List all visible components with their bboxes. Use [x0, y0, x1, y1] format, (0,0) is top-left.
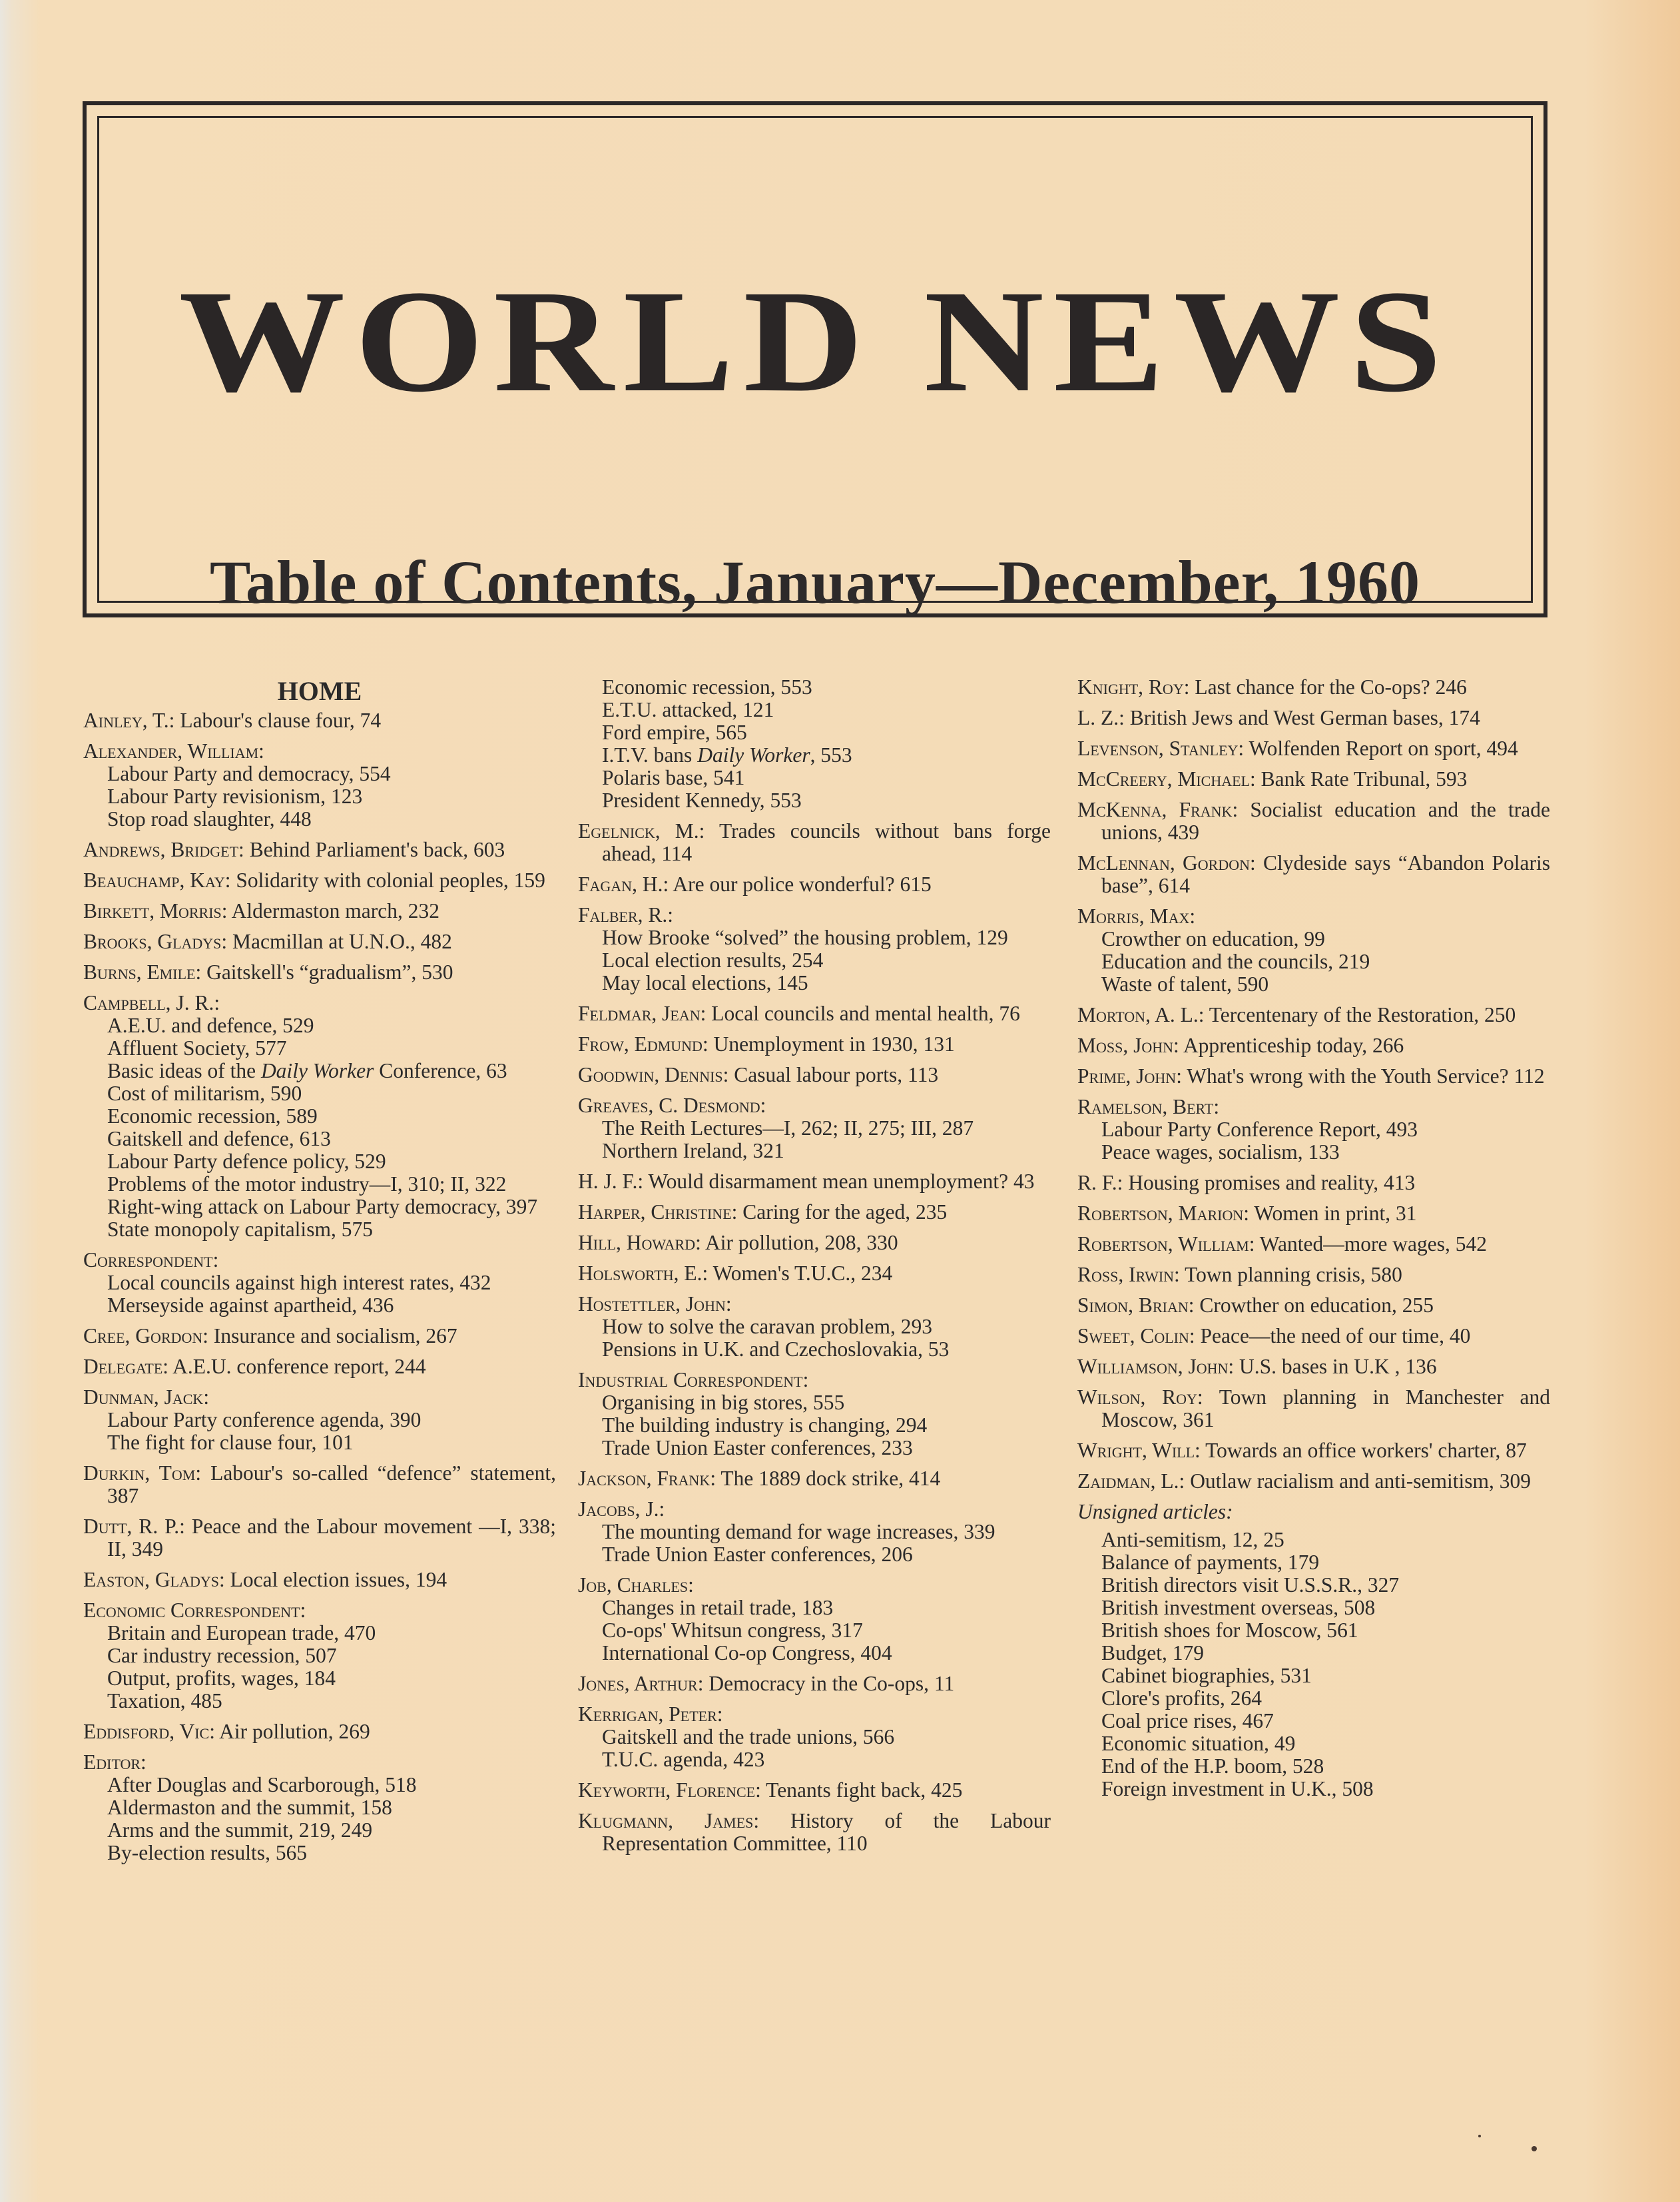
entry-author: Morris, Max: [1077, 905, 1196, 928]
publication-title: WORLD NEWS [178, 260, 1452, 423]
entry-author: Moss, John: [1077, 1034, 1179, 1057]
index-entry [1077, 737, 1550, 760]
index-entry [578, 1170, 1051, 1193]
index-column-2 [578, 676, 1051, 1863]
entry-author: Jones, Arthur: [578, 1672, 704, 1695]
entry-author: Durkin, Tom: [83, 1461, 202, 1485]
entry-subitem: Taxation, 485 [107, 1689, 222, 1712]
entry-author: Fagan, H.: [578, 873, 669, 896]
entry-author: Morton, A. L.: [1077, 1003, 1205, 1026]
entry-author: Economic Correspondent: [83, 1599, 306, 1622]
entry-title: Housing promises and reality, 413 [1128, 1171, 1416, 1194]
entry-subitem: Right-wing attack on Labour Party democracy, 397 [107, 1195, 538, 1218]
index-entry [83, 1515, 556, 1561]
entry-subitem: The fight for clause four, 101 [107, 1431, 354, 1454]
entry-author: Goodwin, Dennis: [578, 1063, 729, 1086]
index-entry [83, 1720, 556, 1743]
entry-title: Macmillan at U.N.O., 482 [232, 930, 452, 953]
entry-subitem: Ford empire, 565 [602, 721, 747, 744]
entry-subitem: T.U.C. agenda, 423 [602, 1748, 765, 1771]
entry-title: Local councils and mental health, 76 [711, 1002, 1020, 1025]
entry-author: Burns, Emile: [83, 960, 202, 984]
index-entry [83, 709, 556, 732]
entry-author: Campbell, J. R.: [83, 991, 220, 1014]
entry-subitem: Cost of militarism, 590 [107, 1082, 302, 1105]
index-entry [1077, 1325, 1550, 1347]
entry-author: Greaves, C. Desmond: [578, 1094, 766, 1117]
index-entry [83, 1751, 556, 1864]
entry-title: Solidarity with colonial peoples, 159 [236, 869, 545, 892]
entry-subitem: Trade Union Easter conferences, 233 [602, 1436, 913, 1459]
entry-subitem: Economic situation, 49 [1101, 1732, 1296, 1755]
index-entry [83, 839, 556, 861]
entry-subitem: Labour Party and democracy, 554 [107, 762, 391, 785]
entry-subitem: How to solve the caravan problem, 293 [602, 1315, 932, 1338]
entry-author: Frow, Edmund: [578, 1032, 708, 1056]
index-entry [578, 1094, 1051, 1162]
entry-author: Andrews, Bridget: [83, 838, 244, 861]
index-entry [83, 961, 556, 984]
entry-title: The 1889 dock strike, 414 [720, 1467, 941, 1490]
entry-title: Casual labour ports, 113 [734, 1063, 939, 1086]
entry-title: Wanted—more wages, 542 [1259, 1232, 1488, 1256]
entry-subitem: The Reith Lectures—I, 262; II, 275; III, 287 [602, 1116, 974, 1140]
entry-subitem: The mounting demand for wage increases, 339 [602, 1520, 995, 1543]
entry-title: Towards an office workers' charter, 87 [1205, 1439, 1527, 1462]
index-entry [1077, 905, 1550, 996]
entry-title: Apprenticeship today, 266 [1183, 1034, 1404, 1057]
index-entry [83, 1249, 556, 1317]
entry-author: Sweet, Colin: [1077, 1324, 1195, 1347]
entry-subitem: Trade Union Easter conferences, 206 [602, 1543, 913, 1566]
entry-title: Wolfenden Report on sport, 494 [1249, 737, 1518, 760]
index-entry [83, 869, 556, 892]
index-entry [1077, 1065, 1550, 1088]
index-entry [83, 1386, 556, 1454]
entry-title: Labour's so-called “defence” statement, 387 [107, 1461, 556, 1507]
entry-author: Knight, Roy: [1077, 675, 1190, 699]
entry-title: Air pollution, 208, 330 [705, 1231, 898, 1254]
index-entry [1077, 1172, 1550, 1194]
entry-subitem: I.T.V. bans Daily Worker, 553 [602, 743, 852, 767]
entry-author: Delegate: [83, 1355, 169, 1378]
index-entry [578, 1232, 1051, 1254]
entry-subitem: Pensions in U.K. and Czechoslovakia, 53 [602, 1337, 950, 1361]
entry-subitem: End of the H.P. boom, 528 [1101, 1754, 1324, 1778]
entry-subitem: Labour Party conference agenda, 390 [107, 1408, 421, 1431]
entry-author: Egelnick, M.: [578, 819, 705, 843]
index-entry [578, 1810, 1051, 1855]
entry-title: Crowther on education, 255 [1199, 1293, 1434, 1317]
entry-title: Clydeside says “Abandon Polaris base”, 614 [1101, 851, 1551, 897]
entry-author: McCreery, Michael: [1077, 767, 1256, 791]
entry-author: Klugmann, James: [578, 1809, 760, 1832]
index-entry [1077, 1096, 1550, 1164]
entry-author: Industrial Correspondent: [578, 1368, 809, 1391]
entry-subitem: Waste of talent, 590 [1101, 972, 1269, 996]
entry-author: Birkett, Morris: [83, 899, 228, 922]
entry-subitem: State monopoly capitalism, 575 [107, 1218, 373, 1241]
entry-author: R. F.: [1077, 1171, 1123, 1194]
index-entry [578, 1201, 1051, 1224]
entry-subitem: British shoes for Moscow, 561 [1101, 1619, 1358, 1642]
entry-subitem: Stop road slaughter, 448 [107, 807, 312, 831]
entry-author: Falber, R.: [578, 903, 674, 926]
index-entry [578, 1262, 1051, 1285]
entry-author: Wright, Will: [1077, 1439, 1201, 1462]
contents-subtitle: Table of Contents, January—December, 1960 [210, 548, 1420, 616]
index-entry [1077, 1034, 1550, 1057]
index-entry [578, 904, 1051, 994]
paper-speck [1532, 2146, 1537, 2151]
entry-title: Aldermaston march, 232 [231, 899, 439, 922]
entry-author: Ainley, T.: [83, 709, 175, 732]
paper-speck [1478, 2135, 1481, 2137]
entry-title: Labour's clause four, 74 [180, 709, 382, 732]
entry-title: Insurance and socialism, 267 [213, 1324, 457, 1347]
entry-subitem: President Kennedy, 553 [602, 789, 802, 812]
entry-author: Editor: [83, 1750, 146, 1774]
entry-subitem: Crowther on education, 99 [1101, 927, 1325, 950]
entry-author: Kerrigan, Peter: [578, 1702, 723, 1726]
index-column-1 [83, 676, 556, 1872]
index-entry [578, 1779, 1051, 1802]
entry-subitem: By-election results, 565 [107, 1841, 308, 1864]
index-entry [1077, 1294, 1550, 1317]
entry-author: Williamson, John: [1077, 1355, 1235, 1378]
index-entry [578, 1672, 1051, 1695]
entry-author: Dutt, R. P.: [83, 1515, 185, 1538]
index-entry [1077, 852, 1550, 897]
entry-title: U.S. bases in U.K , 136 [1239, 1355, 1437, 1378]
section-heading-home: HOME [277, 676, 362, 706]
entry-title: Outlaw racialism and anti-semitism, 309 [1190, 1469, 1531, 1493]
entry-author: Jacobs, J.: [578, 1497, 665, 1521]
entry-subitem: Economic recession, 589 [107, 1104, 318, 1128]
entry-subitem: Affluent Society, 577 [107, 1036, 287, 1060]
entry-title: Peace—the need of our time, 40 [1200, 1324, 1471, 1347]
masthead-frame [83, 101, 1547, 617]
index-entry [578, 1064, 1051, 1086]
entry-author: Easton, Gladys: [83, 1568, 225, 1591]
index-entry [83, 1325, 556, 1347]
entry-title: Tercentenary of the Restoration, 250 [1209, 1003, 1516, 1026]
index-entry [1077, 1501, 1550, 1800]
entry-subitem: How Brooke “solved” the housing problem, 129 [602, 926, 1008, 949]
entry-subitem: Balance of payments, 179 [1101, 1551, 1320, 1574]
index-entry [578, 1703, 1051, 1771]
index-entry [83, 740, 556, 831]
entry-author: Robertson, Marion: [1077, 1202, 1249, 1225]
entry-author: Levenson, Stanley: [1077, 737, 1245, 760]
entry-title: Town planning crisis, 580 [1185, 1263, 1402, 1286]
entry-subitem: Gaitskell and the trade unions, 566 [602, 1725, 895, 1748]
entry-subitem: The building industry is changing, 294 [602, 1413, 928, 1437]
index-entry [1077, 1264, 1550, 1286]
entry-author: Alexander, William: [83, 739, 264, 763]
entry-title: Behind Parliament's back, 603 [249, 838, 505, 861]
entry-author: Simon, Brian: [1077, 1293, 1195, 1317]
entry-title: A.E.U. conference report, 244 [172, 1355, 426, 1378]
entry-subitem: Local election results, 254 [602, 948, 824, 972]
entry-title: Women's T.U.C., 234 [712, 1262, 893, 1285]
entry-subitem: Anti-semitism, 12, 25 [1101, 1528, 1284, 1551]
entry-title: Peace and the Labour movement —I, 338; II, 349 [107, 1515, 556, 1561]
entry-subitem: Cabinet biographies, 531 [1101, 1664, 1312, 1687]
entry-title: Town planning in Manchester and Moscow, 361 [1101, 1385, 1550, 1431]
entry-subitem: Labour Party defence policy, 529 [107, 1150, 386, 1173]
entry-subitem: Clore's profits, 264 [1101, 1686, 1262, 1710]
entry-author: Eddisford, Vic: [83, 1720, 215, 1743]
entry-subitem: A.E.U. and defence, 529 [107, 1014, 314, 1037]
entry-title: Would disarmament mean unemployment? 43 [648, 1170, 1035, 1193]
entry-title: Tenants fight back, 425 [766, 1778, 963, 1802]
entry-author: L. Z.: [1077, 706, 1125, 729]
entry-subitem: Co-ops' Whitsun congress, 317 [602, 1619, 863, 1642]
entry-subitem: Arms and the summit, 219, 249 [107, 1818, 373, 1842]
entry-author: Cree, Gordon: [83, 1324, 209, 1347]
entry-title: Local election issues, 194 [230, 1568, 447, 1591]
entry-title: Caring for the aged, 235 [742, 1200, 948, 1224]
index-entry [578, 873, 1051, 896]
index-entry [578, 676, 1051, 812]
entry-subitem: Basic ideas of the Daily Worker Conference, 63 [107, 1059, 507, 1082]
index-entry [1077, 1470, 1550, 1493]
entry-subitem: May local elections, 145 [602, 971, 808, 994]
entry-title: Are our police wonderful? 615 [673, 873, 932, 896]
entry-subitem: Education and the councils, 219 [1101, 950, 1370, 973]
entry-subitem: Labour Party Conference Report, 493 [1101, 1118, 1418, 1141]
index-entry [83, 1599, 556, 1712]
index-entry [1077, 707, 1550, 729]
entry-title: Air pollution, 269 [219, 1720, 370, 1743]
index-entry [83, 1355, 556, 1378]
entry-title: Gaitskell's “gradualism”, 530 [206, 960, 453, 984]
entry-author: H. J. F.: [578, 1170, 644, 1193]
index-entry [578, 820, 1051, 865]
entry-subitem: British investment overseas, 508 [1101, 1596, 1376, 1619]
entry-author: Jackson, Frank: [578, 1467, 716, 1490]
entry-title: Women in print, 31 [1254, 1202, 1417, 1225]
entry-title: Bank Rate Tribunal, 593 [1260, 767, 1468, 791]
index-entry [578, 1498, 1051, 1566]
entry-subitem: Peace wages, socialism, 133 [1101, 1140, 1340, 1164]
entry-subitem: After Douglas and Scarborough, 518 [107, 1773, 417, 1796]
entry-title: British Jews and West German bases, 174 [1129, 706, 1480, 729]
entry-subitem: Organising in big stores, 555 [602, 1391, 845, 1414]
index-entry [1077, 768, 1550, 791]
entry-subitem: Foreign investment in U.K., 508 [1101, 1777, 1374, 1800]
index-entry [578, 1467, 1051, 1490]
entry-title: What's wrong with the Youth Service? 112 [1187, 1064, 1545, 1088]
entry-subitem: Gaitskell and defence, 613 [107, 1127, 331, 1150]
entry-subitem: Changes in retail trade, 183 [602, 1596, 834, 1619]
entry-author: Keyworth, Florence: [578, 1778, 761, 1802]
entry-author: Ross, Irwin: [1077, 1263, 1180, 1286]
entry-title: Unemployment in 1930, 131 [713, 1032, 955, 1056]
entry-subitem: Problems of the motor industry—I, 310; II, 322 [107, 1172, 507, 1196]
entry-author: Holsworth, E.: [578, 1262, 708, 1285]
entry-subitem: International Co-op Congress, 404 [602, 1641, 892, 1664]
entry-author: Unsigned articles: [1077, 1500, 1233, 1523]
entry-subitem: Merseyside against apartheid, 436 [107, 1293, 394, 1317]
entry-author: Ramelson, Bert: [1077, 1095, 1220, 1118]
index-entry [1077, 676, 1550, 699]
index-entry [1077, 1233, 1550, 1256]
index-entry [1077, 1439, 1550, 1462]
entry-subitem: Car industry recession, 507 [107, 1644, 337, 1667]
entry-author: Job, Charles: [578, 1573, 694, 1597]
entry-title: Last chance for the Co-ops? 246 [1195, 675, 1467, 699]
entry-author: Prime, John: [1077, 1064, 1182, 1088]
entry-author: McLennan, Gordon: [1077, 851, 1256, 875]
entry-author: Brooks, Gladys: [83, 930, 228, 953]
entry-subitem: Labour Party revisionism, 123 [107, 785, 363, 808]
entry-subitem: E.T.U. attacked, 121 [602, 698, 774, 721]
entry-title: Socialist education and the trade unions, 439 [1101, 798, 1550, 844]
index-entry [1077, 799, 1550, 844]
index-entry [1077, 1202, 1550, 1225]
entry-author: Dunman, Jack: [83, 1385, 210, 1409]
index-entry [83, 900, 556, 922]
entry-author: Hill, Howard: [578, 1231, 701, 1254]
entry-subitem: Coal price rises, 467 [1101, 1709, 1274, 1732]
entry-author: McKenna, Frank: [1077, 798, 1239, 821]
entry-author: Correspondent: [83, 1248, 219, 1272]
entry-author: Harper, Christine: [578, 1200, 738, 1224]
index-entry [578, 1293, 1051, 1361]
index-entry [1077, 1004, 1550, 1026]
entry-subitem: Britain and European trade, 470 [107, 1621, 376, 1645]
index-entry [1077, 1386, 1550, 1431]
entry-author: Robertson, William: [1077, 1232, 1255, 1256]
index-entry [83, 992, 556, 1241]
entry-subitem: Output, profits, wages, 184 [107, 1666, 336, 1690]
entry-author: Beauchamp, Kay: [83, 869, 231, 892]
entry-title: Democracy in the Co-ops, 11 [708, 1672, 955, 1695]
entry-author: Feldmar, Jean: [578, 1002, 706, 1025]
entry-subitem: Polaris base, 541 [602, 766, 745, 789]
index-entry [83, 1569, 556, 1591]
entry-title: History of the Labour Representation Committee, 110 [602, 1809, 1051, 1855]
entry-subitem: Local councils against high interest rates, 432 [107, 1271, 491, 1294]
entry-author: Wilson, Roy: [1077, 1385, 1203, 1409]
index-column-3 [1077, 676, 1550, 1808]
index-entry [578, 1002, 1051, 1025]
entry-subitem: British directors visit U.S.S.R., 327 [1101, 1573, 1400, 1597]
entry-author: Zaidman, L.: [1077, 1469, 1185, 1493]
index-entry [578, 1574, 1051, 1664]
entry-subitem: Budget, 179 [1101, 1641, 1204, 1664]
entry-subitem: Northern Ireland, 321 [602, 1139, 784, 1162]
entry-subitem: Economic recession, 553 [602, 675, 812, 699]
index-entry [578, 1033, 1051, 1056]
index-entry [83, 930, 556, 953]
index-entry [83, 1462, 556, 1507]
entry-title: Trades councils without bans forge ahead, 114 [602, 819, 1051, 865]
entry-subitem: Aldermaston and the summit, 158 [107, 1796, 392, 1819]
index-entry [578, 1369, 1051, 1459]
entry-author: Hostettler, John: [578, 1292, 732, 1315]
index-entry [1077, 1355, 1550, 1378]
